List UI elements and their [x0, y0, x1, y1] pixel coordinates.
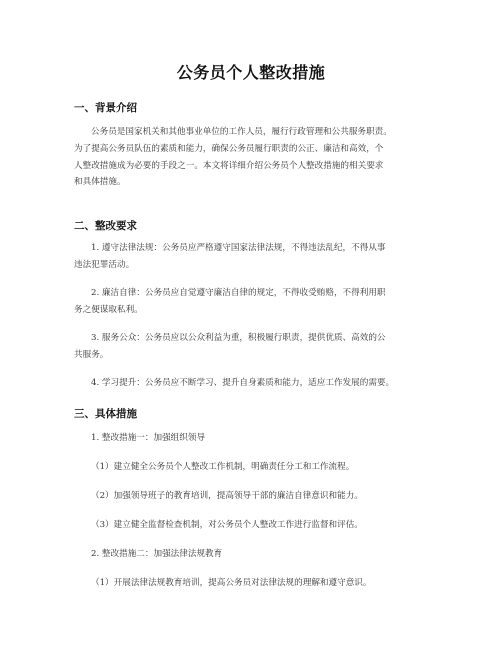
paragraph-line: （1）建立健全公务员个人整改工作机制，明确责任分工和工作流程。 — [91, 462, 355, 472]
requirement-item — [74, 375, 434, 392]
paragraph-line: 公务员是国家机关和其他事业单位的工作人员，履行行政管理和公共服务职责。 — [91, 127, 392, 137]
paragraph-line: 违法犯罪活动。 — [74, 259, 135, 270]
paragraph-line: 1. 整改措施一：加强组织领导 — [91, 433, 206, 443]
paragraph-line: 3. 服务公众：公务员应以公众利益为重，积极履行职责，提供优质、高效的公 — [91, 333, 386, 343]
requirement-item — [74, 240, 434, 274]
paragraph-line: 共服务。 — [74, 349, 109, 360]
section-heading-measures: 三、具体措施 — [74, 408, 137, 420]
requirement-item — [74, 330, 434, 364]
paragraph-line: 2. 廉洁自律：公务员应自觉遵守廉洁自律的规定，不得收受贿赂，不得利用职 — [91, 288, 386, 298]
paragraph-line: 人整改措施成为必要的手段之一。本文将详细介绍公务员个人整改措施的相关要求 — [74, 160, 384, 171]
paragraph-line: （3）建立健全监督检查机制，对公务员个人整改工作进行监督和评估。 — [91, 520, 363, 530]
measure-subitem — [74, 459, 434, 476]
requirement-item — [74, 285, 434, 319]
paragraph-line: 为了提高公务员队伍的素质和能力，确保公务员履行职责的公正、廉洁和高效，个 — [74, 143, 384, 154]
paragraph-line: 务之便谋取私利。 — [74, 304, 143, 315]
paragraph-line: 2. 整改措施二：加强法律法规教育 — [91, 549, 223, 559]
paragraph-line: 和具体措施。 — [74, 177, 126, 188]
measure-item — [74, 430, 434, 447]
measure-subitem — [74, 575, 434, 592]
section-heading-background: 一、背景介绍 — [74, 102, 137, 114]
paragraph-line: 4. 学习提升：公务员应不断学习、提升自身素质和能力，适应工作发展的需要。 — [91, 378, 395, 388]
paragraph-background — [74, 124, 434, 191]
measure-subitem — [74, 488, 434, 505]
section-heading-requirements: 二、整改要求 — [74, 220, 137, 232]
document-title: 公务员个人整改措施 — [176, 63, 326, 82]
measure-item — [74, 546, 434, 563]
paragraph-line: （2）加强领导班子的教育培训，提高领导干部的廉洁自律意识和能力。 — [91, 491, 363, 501]
measure-subitem — [74, 517, 434, 534]
paragraph-line: 1. 遵守法律法规：公务员应严格遵守国家法律法规，不得违法乱纪，不得从事 — [91, 243, 386, 253]
paragraph-line: （1）开展法律法规教育培训，提高公务员对法律法规的理解和遵守意识。 — [91, 578, 372, 588]
